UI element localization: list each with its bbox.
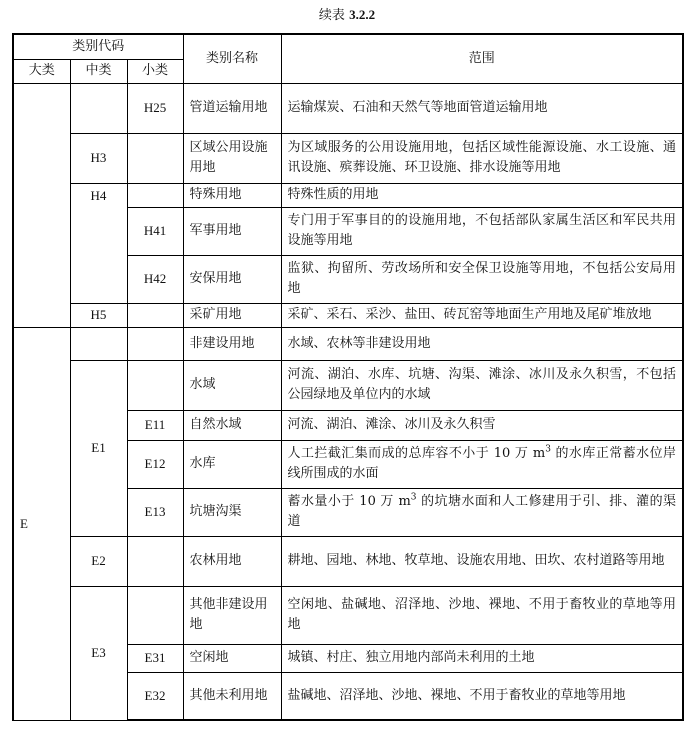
table-row: [13, 360, 683, 410]
minor-cell: [127, 303, 183, 327]
table-row: [13, 83, 683, 133]
category-range: 盐碱地、沼泽地、沙地、裸地、不用于畜牧业的草地等用地: [281, 672, 683, 720]
category-range: 河流、湖泊、滩涂、冰川及永久积雪: [281, 410, 683, 440]
minor-code: H42: [127, 255, 183, 303]
caption-number: 3.2.2: [349, 7, 376, 22]
category-name: 水库: [183, 440, 281, 488]
header-name: 类别名称: [183, 34, 281, 83]
middle-code: H4: [70, 183, 127, 303]
header-row: [13, 34, 683, 59]
range-superscript: 3: [410, 492, 417, 503]
table-row: [13, 586, 683, 644]
header-code-group: 类别代码: [13, 34, 183, 59]
category-name: 自然水域: [183, 410, 281, 440]
category-name: 其他未利用地: [183, 672, 281, 720]
table-caption: [0, 7, 694, 24]
category-range: 空闲地、盐碱地、沼泽地、沙地、裸地、不用于畜牧业的草地等用地: [281, 586, 683, 644]
category-name: 其他非建设用地: [183, 586, 281, 644]
minor-code: E13: [127, 488, 183, 536]
minor-cell: [127, 360, 183, 410]
category-range: [281, 440, 683, 488]
minor-cell: [127, 327, 183, 360]
middle-code: E1: [70, 360, 127, 536]
middle-code: E2: [70, 536, 127, 586]
minor-cell: [127, 133, 183, 183]
minor-code: H41: [127, 207, 183, 255]
minor-code: E12: [127, 440, 183, 488]
range-text: 的水库正常蓄水位岸线所围成的水面: [287, 446, 677, 481]
minor-cell: [127, 183, 183, 207]
category-name: 区域公用设施用地: [183, 133, 281, 183]
range-text: 的坑塘水面和人工修建用于引、排、灌的渠道: [287, 494, 677, 529]
table-row: [13, 133, 683, 183]
table-row: [13, 303, 683, 327]
category-name: 农林用地: [183, 536, 281, 586]
category-range: 为区域服务的公用设施用地，包括区域性能源设施、水工设施、通讯设施、殡葬设施、环卫设施、排水设施等用地: [281, 133, 683, 183]
category-name: 军事用地: [183, 207, 281, 255]
table-row: [13, 536, 683, 586]
category-name: 水域: [183, 360, 281, 410]
middle-code: H3: [70, 133, 127, 183]
category-range: 专门用于军事目的的设施用地，不包括部队家属生活区和军民共用设施等用地: [281, 207, 683, 255]
table-row: [13, 183, 683, 207]
minor-code: E32: [127, 672, 183, 720]
minor-code: E31: [127, 644, 183, 672]
major-cell: [13, 83, 70, 327]
category-range: 特殊性质的用地: [281, 183, 683, 207]
minor-code: H25: [127, 83, 183, 133]
header-middle: 中类: [70, 59, 127, 83]
category-name: 特殊用地: [183, 183, 281, 207]
range-text: 人工拦截汇集而成的总库容不小于 10 万 m: [287, 446, 546, 461]
category-range: 采矿、采石、采沙、盐田、砖瓦窑等地面生产用地及尾矿堆放地: [281, 303, 683, 327]
minor-code: E11: [127, 410, 183, 440]
table-row: [13, 327, 683, 360]
category-range: [281, 488, 683, 536]
category-range: 水域、农林等非建设用地: [281, 327, 683, 360]
header-range: 范围: [281, 34, 683, 83]
land-use-classification-table: [12, 33, 684, 721]
minor-cell: [127, 586, 183, 644]
header-major: 大类: [13, 59, 70, 83]
category-range: 运输煤炭、石油和天然气等地面管道运输用地: [281, 83, 683, 133]
major-code: E: [13, 327, 70, 720]
range-text: 蓄水量小于 10 万 m: [287, 494, 411, 509]
header-minor: 小类: [127, 59, 183, 83]
middle-code: H5: [70, 303, 127, 327]
middle-cell: [70, 83, 127, 133]
category-name: 安保用地: [183, 255, 281, 303]
caption-prefix: 续表: [318, 8, 345, 23]
category-range: 耕地、园地、林地、牧草地、设施农用地、田坎、农村道路等用地: [281, 536, 683, 586]
middle-code: E3: [70, 586, 127, 720]
category-name: 空闲地: [183, 644, 281, 672]
category-range: 河流、湖泊、水库、坑塘、沟渠、滩涂、冰川及永久积雪，不包括公园绿地及单位内的水域: [281, 360, 683, 410]
category-name: 采矿用地: [183, 303, 281, 327]
category-range: 监狱、拘留所、劳改场所和安全保卫设施等用地，不包括公安局用地: [281, 255, 683, 303]
range-superscript: 3: [545, 444, 551, 455]
category-range: 城镇、村庄、独立用地内部尚未利用的土地: [281, 644, 683, 672]
category-name: 管道运输用地: [183, 83, 281, 133]
category-name: 坑塘沟渠: [183, 488, 281, 536]
category-name: 非建设用地: [183, 327, 281, 360]
minor-cell: [127, 536, 183, 586]
middle-cell: [70, 327, 127, 360]
